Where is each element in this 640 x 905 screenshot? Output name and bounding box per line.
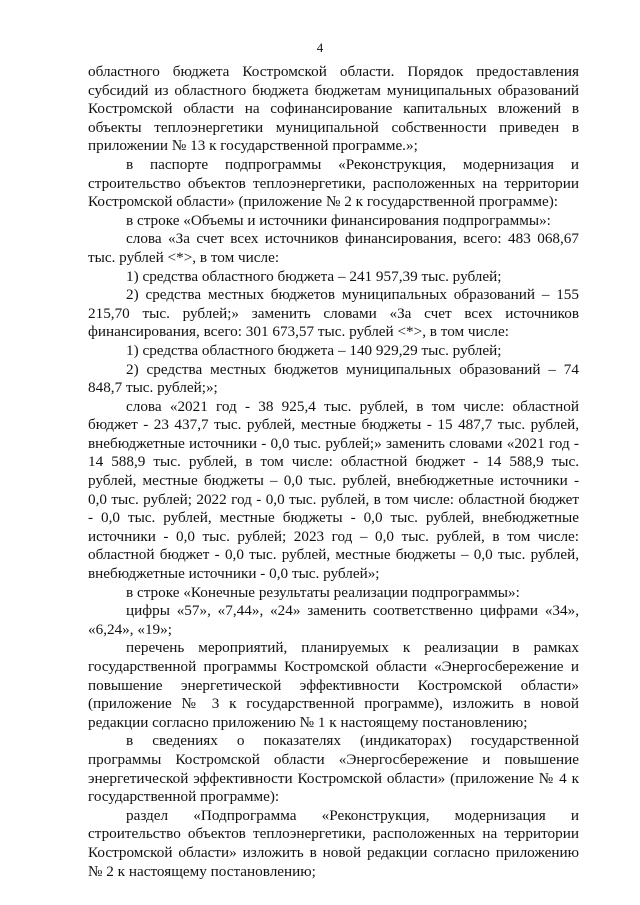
paragraph-words-total: слова «За счет всех источников финансирования, всего: 483 068,67 тыс. рублей <*>, в том числе: — [88, 230, 579, 266]
paragraph-regional-budget-old: 1) средства областного бюджета – 241 957,39 тыс. рублей; — [126, 267, 502, 285]
page-number: 4 — [316, 40, 324, 55]
paragraph-years-replacement: слова «2021 год - 38 925,4 тыс. рублей, в том числе: областной бюджет - 23 437,7 тыс. рублей, местные бюджеты - 15 487,7 тыс. рублей, внебюджетные источники - 0,0 тыс. рублей;» заменить словами «2021 год - 14 588,9 тыс. рублей, в том числе: областной бюджет - 14 588,9 тыс. рублей, местные бюджеты – 0,0 тыс. рублей, внебюджетные источники - 0,0 тыс. рублей; 2022 год - 0,0 тыс. рублей, в том числе: областной бюджет - 0,0 тыс. рублей, местные бюджеты - 0,0 тыс. рублей, внебюджетные источники - 0,0 тыс. рублей; 2023 год – 0,0 тыс. рублей, в том числе: областной бюджет - 0,0 тыс. рублей, местные бюджеты – 0,0 тыс. рублей, внебюджетные источники - 0,0 тыс. рублей»; — [88, 397, 579, 583]
paragraph-final-results-row: в строке «Конечные результаты реализации подпрограммы»: — [126, 583, 520, 601]
document-body — [88, 63, 579, 881]
paragraph-section-subprogram: раздел «Подпрограмма «Реконструкция, модернизация и строительство объектов теплоэнергетики, расположенных на территории Костромской области» изложить в новой редакции согласно приложению № 2 к настоящему постановлению; — [88, 806, 579, 880]
paragraph-continuation: областного бюджета Костромской области. Порядок предоставления субсидий из областного бюджета бюджетам муниципальных образований Костромской области на софинансирование капитальных вложений в объекты теплоэнергетики муниципальной собственности приведен в приложении № 13 к государственной программе.»; — [88, 63, 579, 155]
paragraph-figures-replacement: цифры «57», «7,44», «24» заменить соответственно цифрами «34», «6,24», «19»; — [88, 602, 579, 638]
paragraph-indicators-info: в сведениях о показателях (индикаторах) государственной программы Костромской области «Энергосбережение и повышение энергетической эффективности Костромской области» (приложение № 4 к государственной программе): — [88, 732, 579, 806]
paragraph-local-budget-new: 2) средства местных бюджетов муниципальных образований – 74 848,7 тыс. рублей;»; — [88, 360, 579, 397]
paragraph-funding-row: в строке «Объемы и источники финансирования подпрограммы»: — [126, 211, 551, 229]
paragraph-passport-subprogram: в паспорте подпрограммы «Реконструкция, модернизация и строительство объектов теплоэнергетики, расположенных на территории Костромской области» (приложение № 2 к государственной программе): — [88, 155, 579, 211]
paragraph-local-budget-old: 2) средства местных бюджетов муниципальных образований – 155 215,70 тыс. рублей;» заменить словами «За счет всех источников финансирования, всего: 301 673,57 тыс. рублей <*>, в том числе: — [88, 286, 579, 341]
paragraph-regional-budget-new: 1) средства областного бюджета – 140 929,29 тыс. рублей; — [126, 341, 502, 359]
paragraph-measures-list: перечень мероприятий, планируемых к реализации в рамках государственной программы Костромской области «Энергосбережение и повышение энергетической эффективности Костромской области» (приложение № 3 к государственной программе), изложить в новой редакции согласно приложению № 1 к настоящему постановлению; — [88, 639, 579, 731]
